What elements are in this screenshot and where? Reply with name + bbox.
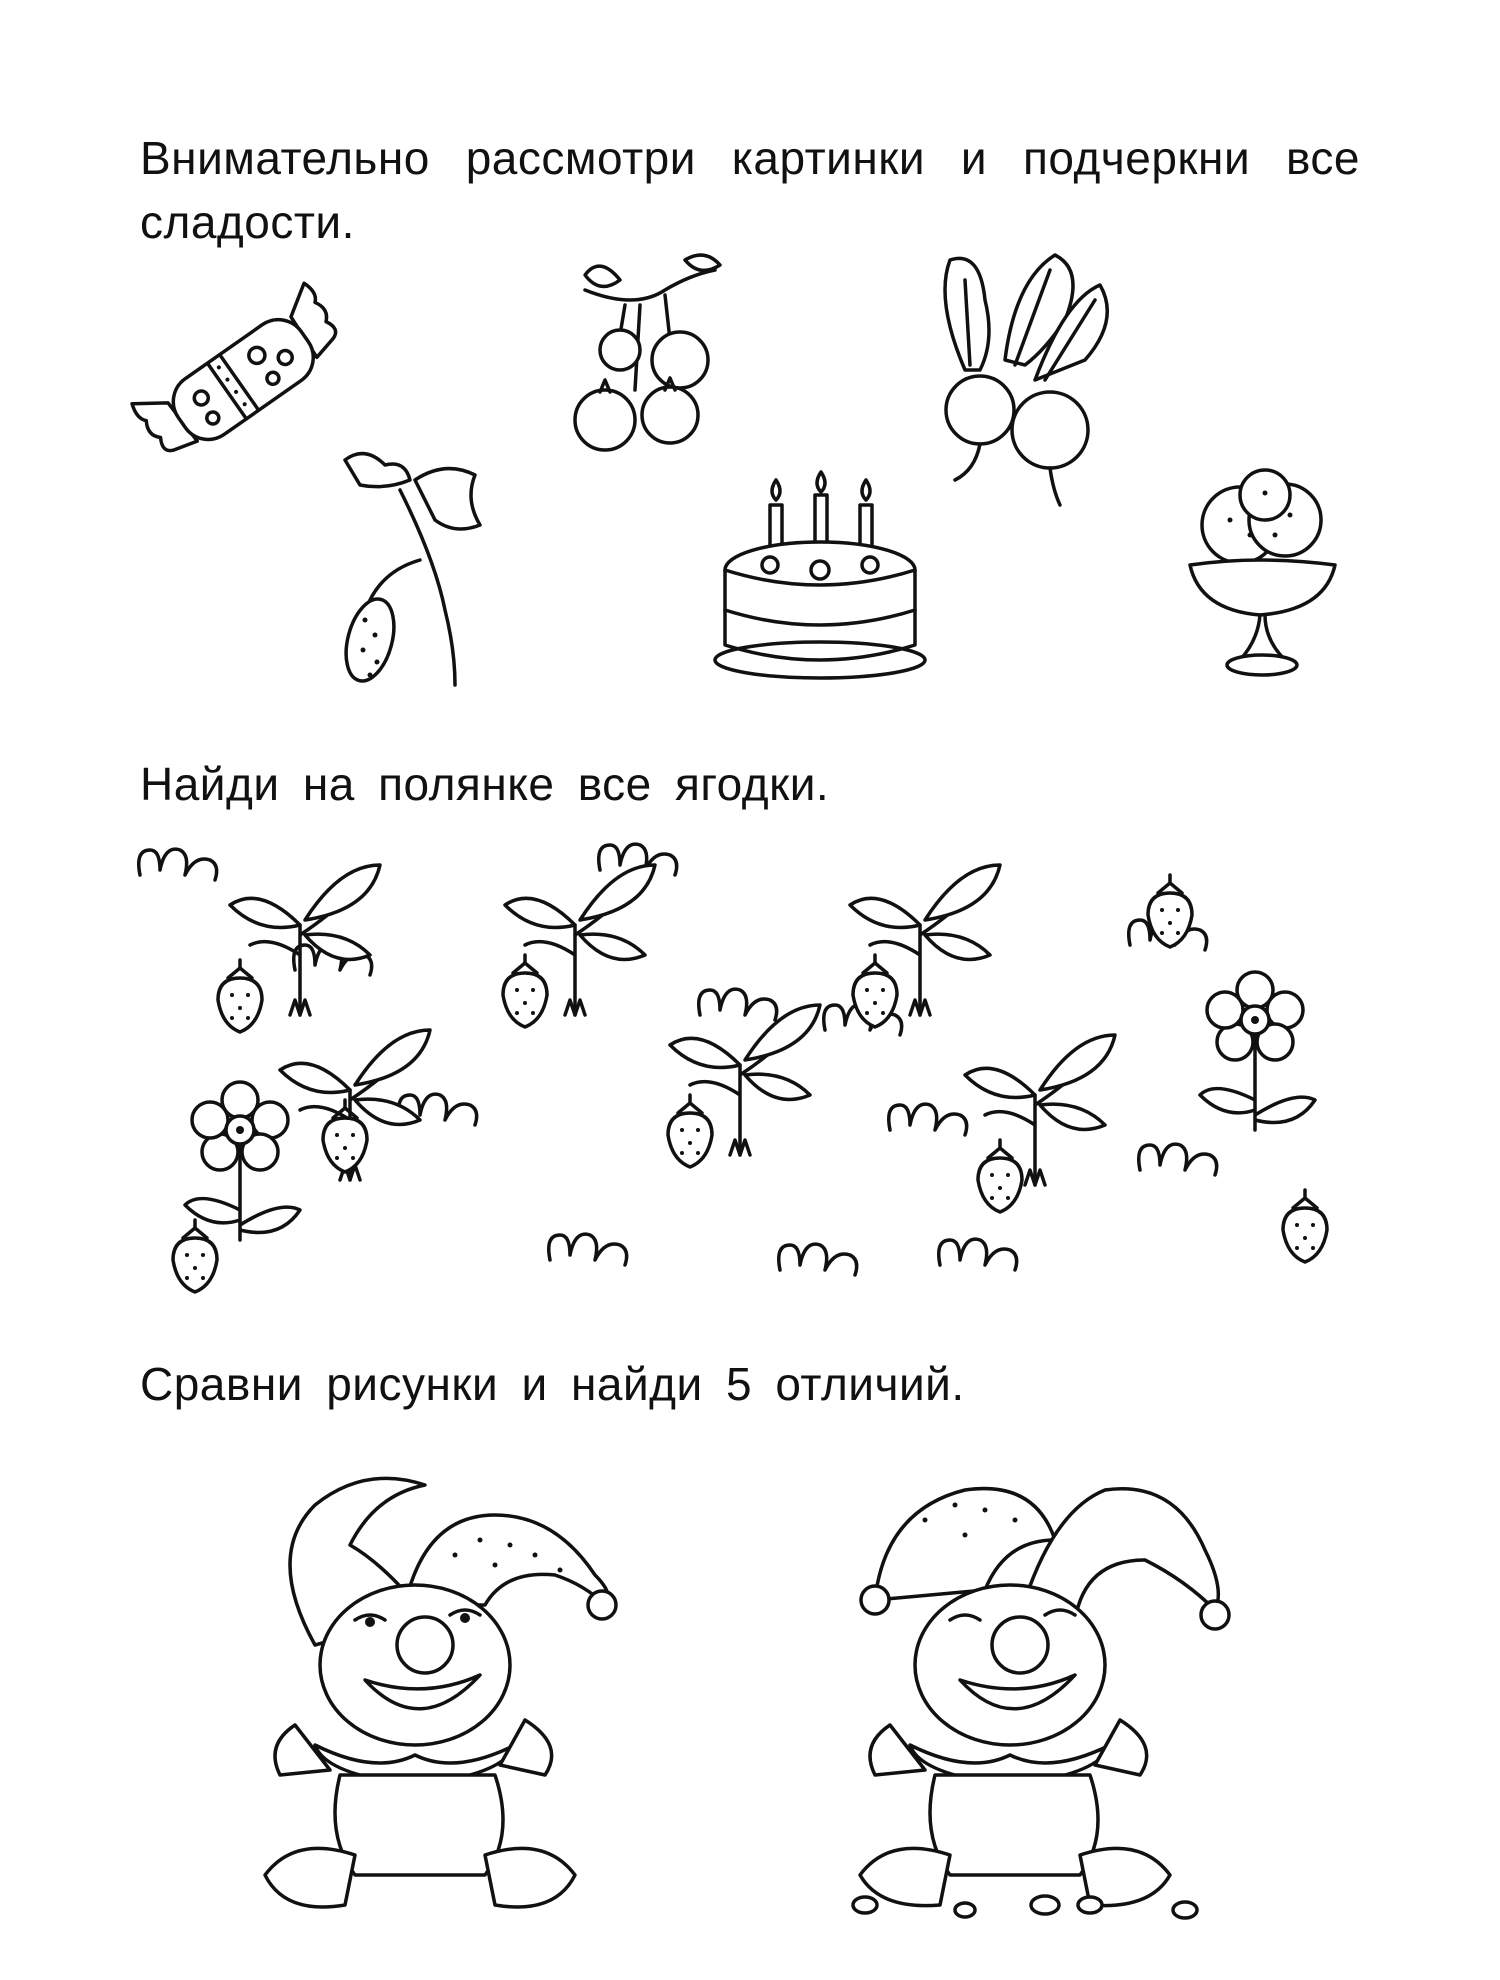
task-1-instruction: Внимательно рассмотри картинки и подчеркни все сладости. xyxy=(140,132,1360,248)
ice-cream-icon xyxy=(1180,465,1345,685)
meadow-scene xyxy=(130,840,1370,1300)
task-3-instruction: Сравни рисунки и найди 5 отличий. xyxy=(140,1358,965,1410)
birthday-cake-icon xyxy=(710,470,930,685)
tomato-branch-icon xyxy=(565,250,735,460)
jester-right-icon xyxy=(845,1450,1275,1920)
jester-left-icon xyxy=(255,1455,685,1920)
cucumber-icon xyxy=(325,440,485,695)
task-2-instruction: Найди на полянке все ягодки. xyxy=(140,758,830,810)
radish-icon xyxy=(925,240,1125,510)
